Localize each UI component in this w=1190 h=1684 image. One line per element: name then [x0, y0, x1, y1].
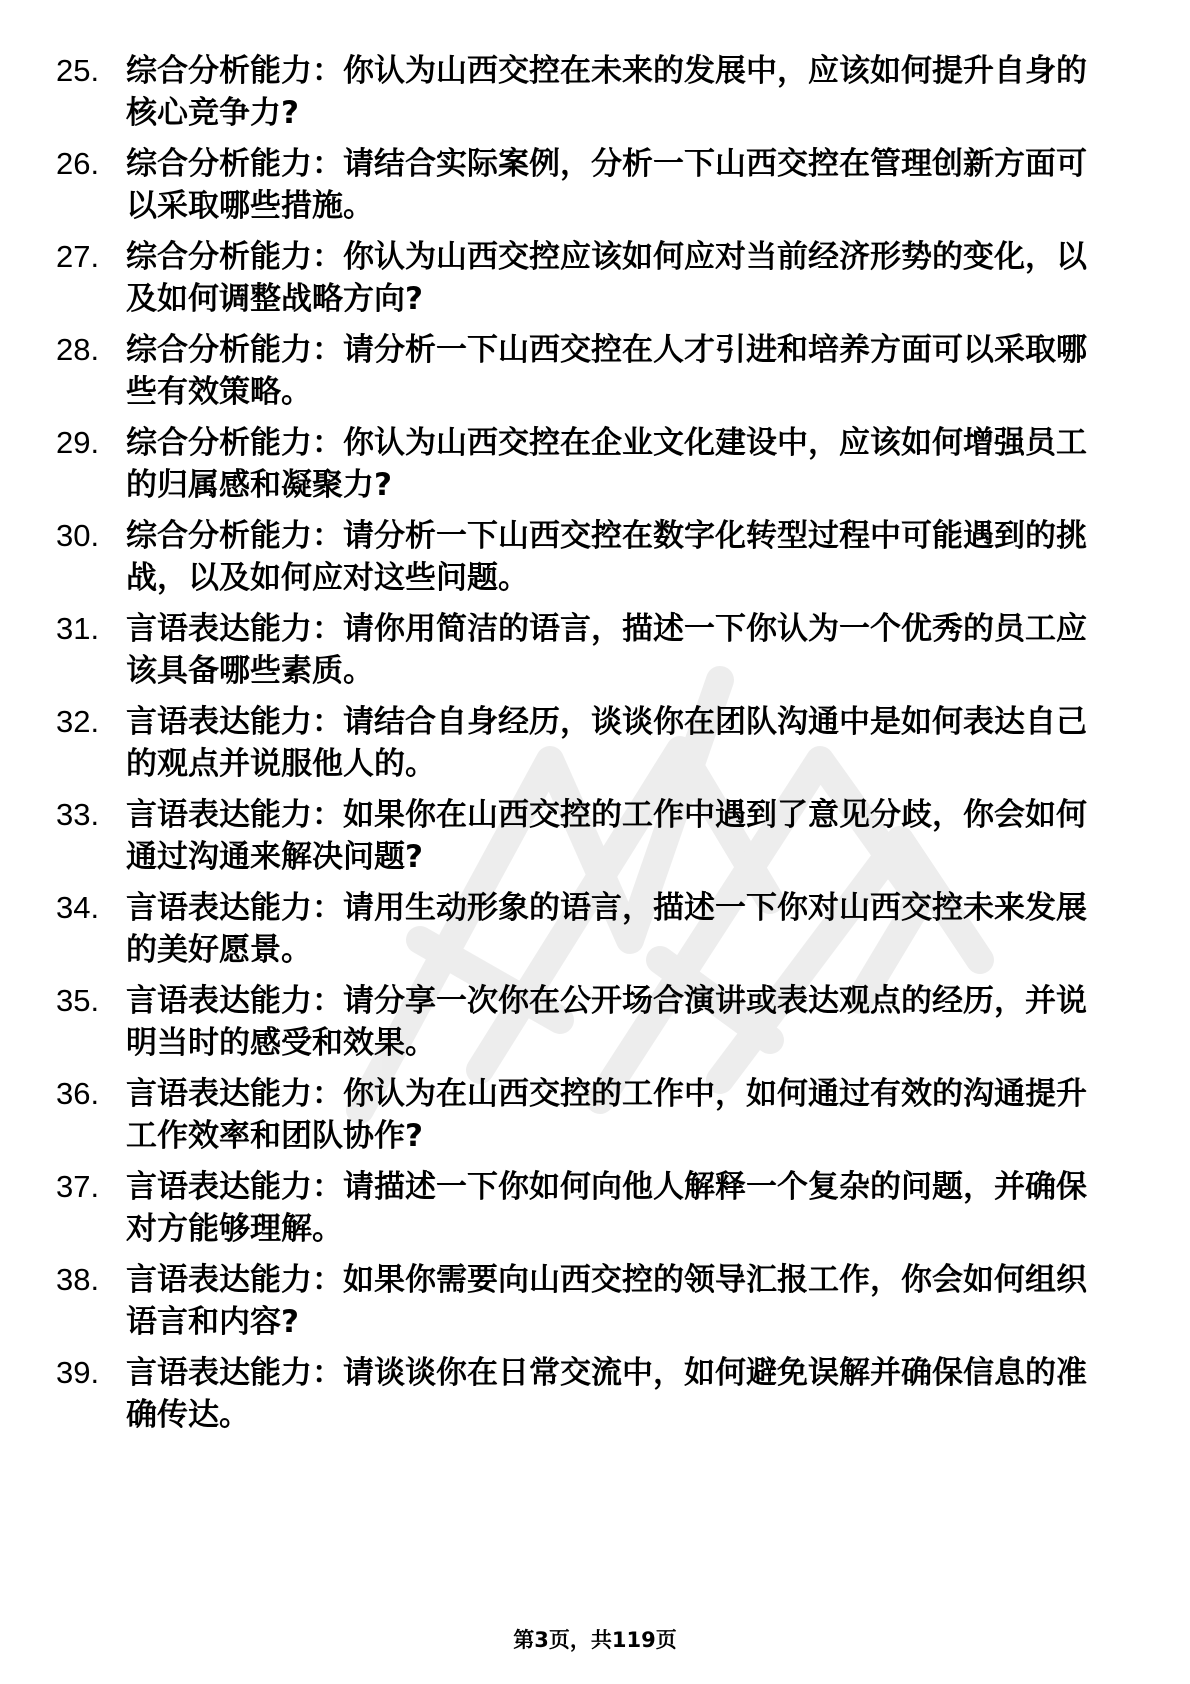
question-text: 综合分析能力：你认为山西交控在未来的发展中，应该如何提升自身的核心竞争力?: [126, 53, 1087, 131]
question-item: [56, 143, 1116, 227]
question-item: [56, 608, 1116, 692]
question-list: [56, 50, 1116, 1445]
question-item: [56, 515, 1116, 599]
question-number: 32.: [56, 704, 100, 739]
question-item: [56, 794, 1116, 878]
question-number: 26.: [56, 146, 100, 181]
question-item: [56, 701, 1116, 785]
question-item: [56, 887, 1116, 971]
question-number: 36.: [56, 1076, 100, 1111]
question-number: 31.: [56, 611, 100, 646]
question-item: [56, 1166, 1116, 1250]
question-item: [56, 980, 1116, 1064]
question-item: [56, 1073, 1116, 1157]
question-number: 34.: [56, 890, 100, 925]
question-item: [56, 422, 1116, 506]
question-text: 言语表达能力：请你用简洁的语言，描述一下你认为一个优秀的员工应该具备哪些素质。: [126, 611, 1087, 689]
question-number: 27.: [56, 239, 100, 274]
question-number: 25.: [56, 53, 100, 88]
question-item: [56, 1352, 1116, 1436]
question-text: 言语表达能力：请描述一下你如何向他人解释一个复杂的问题，并确保对方能够理解。: [126, 1169, 1087, 1247]
question-text: 综合分析能力：你认为山西交控应该如何应对当前经济形势的变化，以及如何调整战略方向?: [126, 239, 1087, 317]
question-text: 言语表达能力：请用生动形象的语言，描述一下你对山西交控未来发展的美好愿景。: [126, 890, 1087, 968]
question-number: 33.: [56, 797, 100, 832]
question-item: [56, 1259, 1116, 1343]
question-text: 言语表达能力：如果你需要向山西交控的领导汇报工作，你会如何组织语言和内容?: [126, 1262, 1087, 1340]
question-number: 39.: [56, 1355, 100, 1390]
question-text: 言语表达能力：你认为在山西交控的工作中，如何通过有效的沟通提升工作效率和团队协作?: [126, 1076, 1087, 1154]
question-item: [56, 50, 1116, 134]
question-number: 30.: [56, 518, 100, 553]
question-number: 38.: [56, 1262, 100, 1297]
question-number: 35.: [56, 983, 100, 1018]
question-text: 言语表达能力：请分享一次你在公开场合演讲或表达观点的经历，并说明当时的感受和效果。: [126, 983, 1087, 1061]
question-number: 29.: [56, 425, 100, 460]
question-text: 言语表达能力：请结合自身经历，谈谈你在团队沟通中是如何表达自己的观点并说服他人的。: [126, 704, 1087, 782]
question-text: 综合分析能力：你认为山西交控在企业文化建设中，应该如何增强员工的归属感和凝聚力?: [126, 425, 1087, 503]
page-footer: 第3页，共119页: [513, 1628, 677, 1652]
question-text: 综合分析能力：请分析一下山西交控在数字化转型过程中可能遇到的挑战，以及如何应对这些问题。: [126, 518, 1087, 596]
question-item: [56, 236, 1116, 320]
question-text: 言语表达能力：请谈谈你在日常交流中，如何避免误解并确保信息的准确传达。: [126, 1355, 1087, 1433]
question-text: 综合分析能力：请结合实际案例，分析一下山西交控在管理创新方面可以采取哪些措施。: [126, 146, 1087, 224]
question-text: 言语表达能力：如果你在山西交控的工作中遇到了意见分歧，你会如何通过沟通来解决问题?: [126, 797, 1087, 875]
question-number: 28.: [56, 332, 100, 367]
question-number: 37.: [56, 1169, 100, 1204]
question-text: 综合分析能力：请分析一下山西交控在人才引进和培养方面可以采取哪些有效策略。: [126, 332, 1087, 410]
question-item: [56, 329, 1116, 413]
